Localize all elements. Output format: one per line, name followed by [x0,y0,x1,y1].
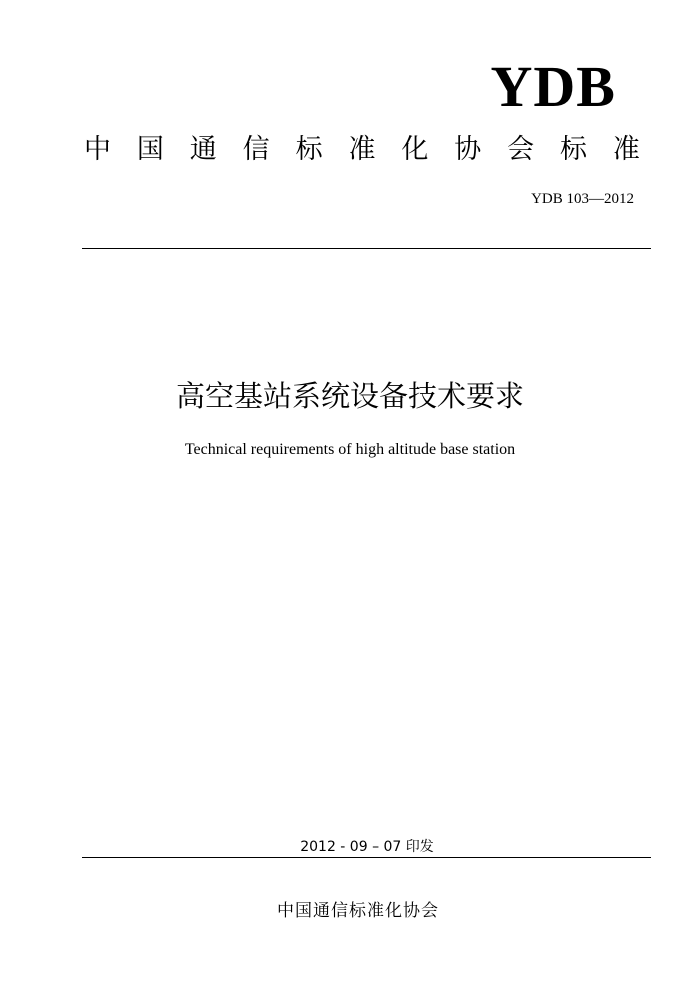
org-title-char: 国 [136,134,164,165]
bottom-divider [82,857,651,858]
org-title-char: 标 [295,134,323,165]
org-standard-title [84,136,640,163]
org-title-char: 准 [612,134,640,165]
standard-number: YDB 103—2012 [531,191,634,207]
issuing-organization: 中国通信标准化协会 [277,901,439,921]
org-title-char: 标 [560,134,588,165]
org-title-char: 中 [84,134,111,165]
ydb-logo: YDB [490,54,616,119]
issue-date: 2012 - 09 – 07 印发 [300,839,434,855]
org-title-char: 准 [348,134,376,165]
org-title-char: 会 [507,134,535,165]
org-title-char: 化 [401,134,429,165]
org-title-char: 通 [189,134,217,165]
top-divider [82,248,651,249]
document-title-english: Technical requirements of high altitude base station [184,441,516,458]
document-title-chinese: 高空基站系统设备技术要求 [175,379,524,413]
org-title-char: 信 [242,134,270,165]
org-title-char: 协 [454,134,482,165]
